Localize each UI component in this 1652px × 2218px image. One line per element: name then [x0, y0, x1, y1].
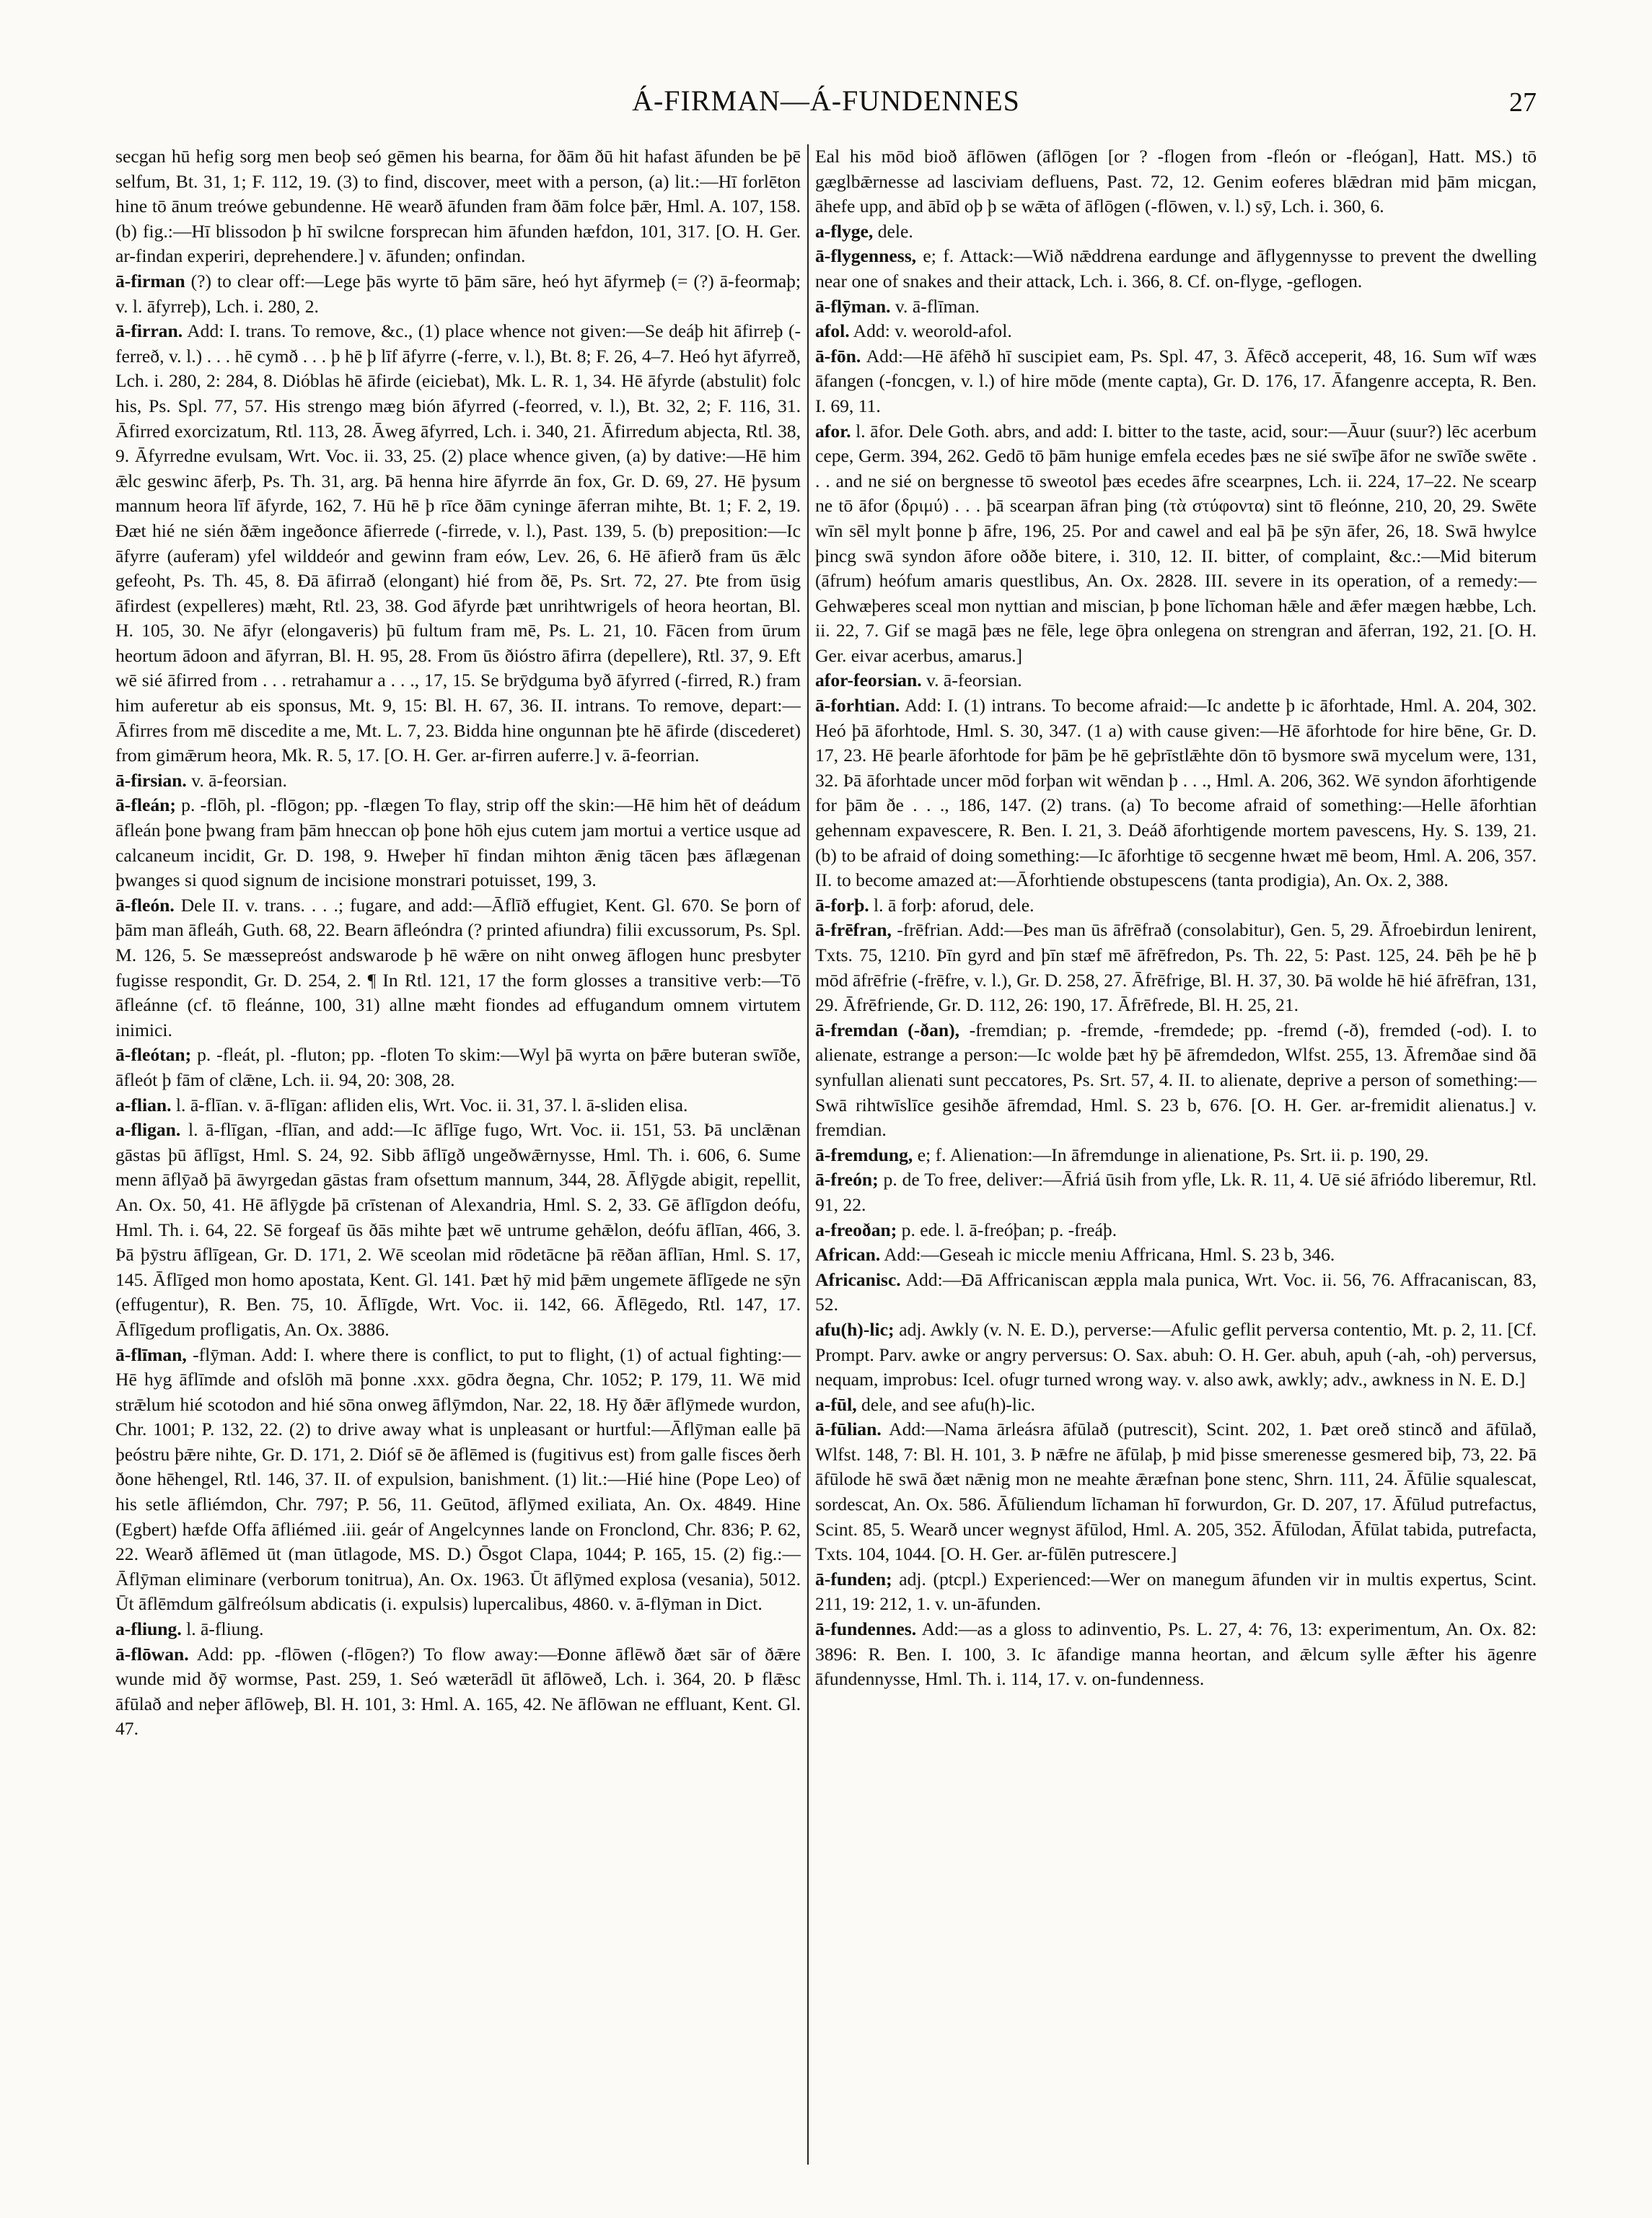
- dictionary-entry: [815, 1318, 1537, 1393]
- entry-text: Add:—Hē āfēhð hī suscipiet eam, Ps. Spl. 47, 3. Āfēcð acceperit, 48, 16. Sum wīf wæs āfangen (-foncgen, v. l.) of hire mōde (mente capta), Gr. D. 176, 17. Āfangenre accepta, R. Ben. I. 69, 11.: [815, 345, 1537, 416]
- entry-headword: a-flyge,: [815, 220, 874, 242]
- dictionary-entry: [815, 918, 1537, 1017]
- dictionary-entry: [815, 1167, 1537, 1217]
- entry-headword: ā-fundennes.: [815, 1618, 917, 1640]
- entry-headword: ā-flygenness,: [815, 245, 917, 267]
- entry-headword: African.: [815, 1244, 881, 1266]
- dictionary-entry: [815, 1268, 1537, 1318]
- entry-text: l. ā-fliung.: [186, 1618, 264, 1640]
- entry-headword: ā-firran.: [115, 320, 183, 342]
- entry-headword: afu(h)-lic;: [815, 1318, 895, 1340]
- entry-headword: ā-funden;: [815, 1568, 892, 1590]
- entry-headword: a-fliung.: [115, 1618, 182, 1640]
- entry-text: p. ede. l. ā-freóþan; p. -freáþ.: [901, 1219, 1117, 1240]
- entry-headword: ā-flōwan.: [115, 1643, 189, 1665]
- dictionary-entry: [115, 893, 801, 1043]
- dictionary-entry: [815, 1567, 1537, 1617]
- entry-text: e; f. Alienation:—In āfremdunge in alienatione, Ps. Srt. ii. p. 190, 29.: [917, 1144, 1429, 1165]
- entry-headword: ā-firsian.: [115, 769, 187, 791]
- dictionary-entry: [115, 1343, 801, 1618]
- dictionary-entry: [115, 319, 801, 768]
- entry-headword: ā-fremdung,: [815, 1144, 913, 1165]
- entry-text: (?) to clear off:—Lege þās wyrte tō þām sāre, heó hyt āfyrmeþ (= (?) ā-feormaþ; v. l. āfyrreþ), Lch. i. 280, 2.: [115, 270, 801, 317]
- entry-headword: afol.: [815, 320, 850, 342]
- entry-headword: afor.: [815, 420, 851, 442]
- page-header: [115, 84, 1537, 127]
- running-head: Á-FIRMAN—Á-FUNDENNES: [632, 84, 1020, 117]
- entry-headword: afor-feorsian.: [815, 670, 922, 691]
- entry-text: Add: I. trans. To remove, &c., (1) place whence not given:—Se deáþ hit āfirreþ (-ferreð, v. l.) . . . hē cymð . . . þ hē þ līf āfyrre (-ferre, v. l.), Bt. 8; F. 26, 4–7. Heó hyt āfyrreð, Lch. i. 280, 2: 284, 8. Dióblas hē āfirde (eiciebat), Mk. L. R. 1, 34. Hē āfyrde (abstulit) folc his, Ps. Spl. 77, 57. His strengo mæg bión āfyrred (-feorred, v. l.), Bt. 32, 2; F. 116, 31. Āfirred exorcizatum, Rtl. 113, 28. Āweg āfyrred, Lch. i. 340, 21. Āfirredum abjecta, Rtl. 38, 9. Āfyrredne evulsam, Wrt. Voc. ii. 33, 25. (2) place whence given, (a) by dative:—Hē him ǣlc geswinc āferþ, Ps. Th. 31, arg. Þā henna hire āfyrrde ān fox, Gr. D. 69, 27. Hē þysum mannum heora līf āfyrde, 162, 7. Hū hē þ rīce ðām cyninge āferran mihte, Bt. 1; F. 2, 19. Ðæt hié ne sién ðǣm ingeðonce āfierrede (-firrede, v. l.), Past. 139, 5. (b) preposition:—Ic āfyrre (auferam) yfel wilddeór and gewinn fram eów, Lev. 26, 6. Hē āfierð fram ūs ǣlc gefeoht, Ps. Th. 45, 8. Ðā āfirrað (elongant) hié from ðē, Ps. Srt. 72, 27. Þte from ūsig āfirdest (expelleres) mæht, Rtl. 23, 38. God āfyrde þæt unrihtwrigels of heora heortan, Bl. H. 105, 30. Ne āfyr (elongaveris) þū fultum fram mē, Ps. L. 21, 10. Fācen from ūrum heortum ādoon and āfyrran, Bl. H. 95, 28. From ūs ðióstro āfirra (depellere), Rtl. 37, 9. Eft wē sié āfirred from . . . retrahamur a . . ., 17, 15. Se brȳdguma byð āfyrred (-firred, R.) fram him auferetur ab eis sponsus, Mt. 9, 15: Bl. H. 67, 36. II. intrans. To remove, depart:—Āfirres from mē discedite a me, Mt. L. 7, 23. Bidda hine ongunnan þte hē āfirde (discederet) from gimǣrum heora, Mk. R. 5, 17. [O. H. Ger. ar-firren auferre.] v. ā-feorrian.: [115, 320, 801, 766]
- entry-headword: a-freoðan;: [815, 1219, 897, 1240]
- entry-text: p. de To free, deliver:—Āfriá ūsih from yfle, Lk. R. 11, 4. Uē sié āfriódo liberemur, Rtl. 91, 22.: [815, 1169, 1537, 1215]
- entry-text: Eal his mōd bioð āflōwen (āflōgen [or ? -flogen from -fleón or -fleógan], Hatt. MS.) tō gæglbǣrnesse ad lasciviam defluens, Past. 72, 12. Genim eoferes blǣdran mid þām micgan, āhefe upp, and ābīd oþ þ se wǣta of āflōgen (-flōwen, v. l.) sȳ, Lch. i. 360, 6.: [815, 146, 1537, 217]
- entry-text: -fremdian; p. -fremde, -fremdede; pp. -fremd (-ð), fremded (-od). I. to alienate, estrange a person:—Ic wolde þæt hȳ þē āfremdedon, Wlfst. 255, 13. Āfremðae sind ðā synfullan alienati sunt peccatores, Ps. Srt. 57, 4. II. to alienate, deprive a person of something:—Swā rihtwīslīce gesihðe āfremdad, Hml. S. 23 b, 676. [O. H. Ger. ar-fremidit alienatus.] v. fremdian.: [815, 1019, 1537, 1141]
- dictionary-entry: [815, 144, 1537, 219]
- entry-text: Add:—Geseah ic miccle meniu Affricana, Hml. S. 23 b, 346.: [884, 1244, 1335, 1266]
- entry-headword: ā-fōn.: [815, 345, 861, 367]
- entry-text: Add:—Nama ārleásra āfūlað (putrescit), Scint. 202, 1. Þæt oreð stincð and āfūlað, Wlfst. 148, 7: Bl. H. 101, 3. Þ nǣfre ne āfūlaþ, þ mid þisse smerenesse gesmered biþ, 73, 22. Þā āfūlode hē swā ðæt nǣnig mon ne meahte ǣræfnan þone stenc, Shrn. 111, 24. Āfūlie squalescat, sordescat, An. Ox. 586. Āfūliendum līchaman hī forwurdon, Gr. D. 207, 17. Āfūlud putrefactus, Scint. 85, 5. Wearð uncer wegnyst āfūlod, Hml. A. 205, 352. Āfūlodan, Āfūlat tabida, putrefacta, Txts. 104, 1044. [O. H. Ger. ar-fūlēn putrescere.]: [815, 1419, 1537, 1565]
- dictionary-entry: [815, 344, 1537, 419]
- dictionary-entry: [115, 768, 801, 794]
- entry-headword: ā-frēfran,: [815, 919, 892, 941]
- dictionary-entry: [815, 893, 1537, 919]
- entry-text: Add: pp. -flōwen (-flōgen?) To flow away:—Ðonne āflēwð ðæt sār of ðǣre wunde mid ðȳ wormse, Past. 259, 1. Seó wæterādl ūt āflōweð, Lch. i. 364, 20. Þ flǣsc āfūlað and neþer āflōweþ, Bl. H. 101, 3: Hml. A. 165, 42. Ne āflōwan ne effluant, Kent. Gl. 47.: [115, 1643, 801, 1740]
- entry-text: Add: I. (1) intrans. To become afraid:—Ic andette þ ic āforhtade, Hml. A. 204, 302. Heó þā āforhtode, Hml. S. 30, 347. (1 a) with cause given:—Hē āforhtode for hire bēne, Gr. D. 17, 23. Hē þearle āforhtode for þām þe hē geþrīstlǣhte dōn tō bysmore swā mycelum were, 131, 32. Þā āforhtade uncer mōd forþan wit wēndan þ . . ., Hml. A. 206, 362. Wē syndon āforhtigende for þām ðe . . ., 186, 147. (2) trans. (a) To become afraid of something:—Helle āforhtian gehennam expavescere, R. Ben. I. 21, 3. Deáð āforhtigende mortem pavescens, Hy. S. 139, 21. (b) to be afraid of doing something:—Ic āforhtige tō secgenne hwæt mē beom, Hml. A. 206, 357. II. to become amazed at:—Āforhtiende obstupescens (tanta prodigia), An. Ox. 2, 388.: [815, 695, 1537, 891]
- entry-text: dele.: [877, 220, 913, 242]
- right-column: [815, 144, 1537, 2208]
- dictionary-entry: [815, 1417, 1537, 1567]
- entry-text: adj. Awkly (v. N. E. D.), perverse:—Afulic geflit perversa contentio, Mt. p. 2, 11. [Cf. Prompt. Parv. awke or angry perversus: O. Sax. abuh: O. H. Ger. abuh, apuh (-ah, -oh) perversus, nequam, improbus: Icel. ofugr turned wrong way. v. also awk, awkly; adv., awkness in N. E. D.]: [815, 1318, 1537, 1390]
- entry-text: e; f. Attack:—Wið nǣddrena eardunge and āflygennysse to prevent the dwelling near one of snakes and their attack, Lch. i. 366, 8. Cf. on-flyge, -geflogen.: [815, 245, 1537, 292]
- dictionary-entry: [815, 1617, 1537, 1692]
- dictionary-entry: [815, 244, 1537, 294]
- entry-text: p. -flōh, pl. -flōgon; pp. -flægen To flay, strip off the skin:—Hē him hēt of deádum āfleán þone þwang fram þām hneccan oþ þone hōh ejus cutem jam mortui a vertice usque ad calcaneum incidit, Gr. D. 198, 9. Hweþer hī findan mihton ǣnig tācen þæs āflægenan þwanges si quod signum de incisione monstrari potuisset, 199, 3.: [115, 794, 801, 891]
- entry-text: -frēfrian. Add:—Þes man ūs āfrēfrað (consolabitur), Gen. 5, 29. Āfroebirdun lenirent, Txts. 75, 1210. Þīn gyrd and þīn stæf mē āfrēfredon, Ps. Th. 22, 5: Past. 125, 24. Þēh þe hē þ mōd āfrēfrie (-frēfre, v. l.), Gr. D. 258, 27. Āfrēfrige, Bl. H. 37, 30. Þā wolde hē hié āfrēfran, 131, 29. Āfrēfriende, Gr. D. 112, 26: 190, 17. Āfrēfrede, Bl. H. 25, 21.: [815, 919, 1537, 1016]
- dictionary-entry: [115, 793, 801, 893]
- entry-text: p. -fleát, pl. -fluton; pp. -floten To skim:—Wyl þā wyrta on þǣre buteran swīðe, āfleót þ fām of clǣne, Lch. ii. 94, 20: 308, 28.: [115, 1044, 801, 1090]
- entry-headword: ā-freón;: [815, 1169, 879, 1191]
- dictionary-entry: [815, 1242, 1537, 1268]
- dictionary-entry: [815, 294, 1537, 320]
- dictionary-entry: [115, 1642, 801, 1742]
- dictionary-entry: [115, 144, 801, 269]
- dictionary-entry: [815, 668, 1537, 693]
- entry-text: l. āfor. Dele Goth. abrs, and add: I. bitter to the taste, acid, sour:—Āuur (suur?) lēc acerbum cepe, Germ. 394, 262. Gedō tō þām hunige emfela ecedes þæs ne sié swīþe āfor ne swīðe swēte . . . and ne sié on bergnesse tō sweotol þæs ecedes āfre scearpnes, Lch. ii. 224, 17–22. Ne scearp ne tō āfor (δριμύ) . . . þā scearpan āfran þing (τὰ στύφοντα) sint tō fleónne, 210, 20, 29. Swēte wīn sēl mylt þonne þ āfre, 196, 25. Por and cawel and eal þā þe sȳn āfer, 26, 18. Swā hwylce þincg swā syndon āfore oððe bitere, i. 310, 12. II. bitter, of complaint, &c.:—Mid biterum (āfrum) heófum amaris questlibus, An. Ox. 2828. III. severe in its operation, of a remedy:—Gehwæþeres sceal mon nyttian and miscian, þ þone līchoman hǣle and ǣfer mægen hæbbe, Lch. ii. 22, 7. Gif se magā þæs ne fēle, lege ōþra onlegena on strengran and āferran, 192, 21. [O. H. Ger. eivar acerbus, amarus.]: [815, 420, 1537, 666]
- entry-headword: ā-fleótan;: [115, 1044, 192, 1066]
- entry-text: v. ā-feorsian.: [926, 670, 1022, 691]
- entry-text: v. ā-feorsian.: [191, 769, 287, 791]
- dictionary-entry: [115, 1118, 801, 1342]
- entry-text: Add:—Ðā Affricaniscan æppla mala punica, Wrt. Voc. ii. 56, 76. Affracaniscan, 83, 52.: [815, 1268, 1537, 1315]
- entry-text: l. ā-flīan. v. ā-flīgan: afliden elis, Wrt. Voc. ii. 31, 37. l. ā-sliden elisa.: [175, 1094, 688, 1115]
- dictionary-entry: [815, 1143, 1537, 1168]
- entry-headword: ā-forþ.: [815, 894, 869, 916]
- entry-headword: ā-forhtian.: [815, 695, 900, 716]
- entry-headword: ā-flīman,: [115, 1343, 187, 1365]
- dictionary-entry: [815, 693, 1537, 893]
- entry-text: secgan hū hefig sorg men beoþ seó gēmen his bearna, for ðām ðū hit hafast āfunden be þē selfum, Bt. 31, 1; F. 112, 19. (3) to find, discover, meet with a person, (a) lit.:—Hī forlēton hine tō ānum treówe gebundenne. Hē wearð āfunden fram ðām folce þǣr, Hml. A. 107, 158. (b) fig.:—Hī blissodon þ hī swilcne forsprecan him āfunden hæfdon, 101, 317. [O. H. Ger. ar-findan experiri, deprehendere.] v. āfunden; onfindan.: [115, 146, 801, 267]
- dictionary-entry: [115, 269, 801, 319]
- entry-text: l. ā forþ: aforud, dele.: [874, 894, 1034, 916]
- page-number: 27: [1509, 87, 1537, 118]
- entry-text: Add: v. weorold-afol.: [853, 320, 1012, 342]
- entry-headword: a-fūl,: [815, 1393, 857, 1415]
- entry-text: l. ā-flīgan, -flīan, and add:—Ic āflīge fugo, Wrt. Voc. ii. 151, 53. Þā unclǣnan gāstas þū āflīgst, Hml. S. 24, 92. Sibb āflīgð ungeðwǣrnysse, Hml. Th. i. 606, 6. Sume menn āflȳað þā āwyrgedan gāstas fram ofsettum mannum, 344, 28. Āflȳgde abigit, repellit, An. Ox. 50, 41. Hē āflȳgde þā crīstenan of Alexandria, Hml. S. 2, 33. Gē āflīgdon deófu, Hml. Th. i. 64, 22. Sē forgeaf ūs ðās mihte þæt wē untrume gehǣlon, deófu āflīan, 466, 3. Þā þȳstru āflīgean, Gr. D. 171, 2. Wē sceolan mid rōdetācne þā rēðan āflīan, Hml. S. 17, 145. Āflīged mon homo apostata, Kent. Gl. 141. Þæt hȳ mid þǣm ungemete āflīgede ne sȳn (effugentur), R. Ben. 75, 10. Āflīgde, Wrt. Voc. ii. 142, 66. Āflēgedo, Rtl. 147, 17. Āflīgedum profligatis, An. Ox. 3886.: [115, 1119, 801, 1340]
- dictionary-entry: [115, 1617, 801, 1642]
- dictionary-entry: [815, 1393, 1537, 1418]
- entry-headword: ā-fremdan (-ðan),: [815, 1019, 960, 1040]
- entry-headword: ā-flȳman.: [815, 295, 891, 317]
- entry-headword: ā-fleón.: [115, 894, 175, 916]
- entry-headword: ā-fleán;: [115, 794, 176, 816]
- entry-headword: ā-fūlian.: [815, 1419, 882, 1440]
- entry-headword: a-flian.: [115, 1094, 172, 1115]
- dictionary-entry: [815, 319, 1537, 344]
- dictionary-entry: [115, 1093, 801, 1118]
- entry-text: dele, and see afu(h)-lic.: [861, 1393, 1035, 1415]
- column-divider: [807, 144, 809, 2165]
- entry-headword: ā-firman: [115, 270, 185, 292]
- dictionary-entry: [815, 419, 1537, 669]
- entry-text: v. ā-flīman.: [895, 295, 980, 317]
- entry-headword: Africanisc.: [815, 1268, 901, 1290]
- entry-text: Dele II. v. trans. . . .; fugare, and add:—Āflīð effugiet, Kent. Gl. 670. Se þorn of þām man āfleáh, Guth. 68, 22. Bearn āfleóndra (? printed afiundra) filii excussorum, Ps. Spl. M. 126, 5. Se mæssepreóst andswarode þ hē wǣre on niht onweg āflogen hunc presbyter fugisse respondit, Gr. D. 254, 2. ¶ In Rtl. 121, 17 the form glosses a transitive verb:—Tō āfleánne (cf. tō fleánne, 100, 31) allne mæht fiondes ad effugandum omnem virtutem inimici.: [115, 894, 801, 1040]
- entry-text: -flȳman. Add: I. where there is conflict, to put to flight, (1) of actual fighting:—Hē hyg āflīmde and ofslōh mā þonne .xxx. gōdra ðegna, Chr. 1052; P. 179, 11. Wē mid strǣlum hié scotodon and hié sōna onweg āflȳmdon, Nar. 22, 18. Hȳ ðǣr āflȳmede wurdon, Chr. 1001; P. 132, 22. (2) to drive away what is unpleasant or hurtful:—Āflȳman ealle þā þeóstru þǣre nihte, Gr. D. 171, 2. Dióf sē ðe āflēmed is (fugitivus est) from galle fisces ðerh ðone hēhengel, Rtl. 146, 37. II. of expulsion, banishment. (1) lit.:—Hié hine (Pope Leo) of his setle āfliémdon, Chr. 797; P. 56, 11. Geūtod, āflȳmed exiliata, An. Ox. 4849. Hine (Egbert) hæfde Offa āfliémed .iii. geár of Angelcynnes lande on Fronclond, Chr. 836; P. 62, 22. Wearð āflēmed ūt (man ūtlagode, MS. D.) Ōsgot Clapa, 1044; P. 165, 15. (2) fig.:—Āflȳman eliminare (verborum tonitrua), An. Ox. 1963. Ūt āflȳmed explosa (vesania), 5012. Ūt āflēmdum gālfreólsum abdicatis (i. expulsis) lupercalibus, 4860. v. ā-flȳman in Dict.: [115, 1343, 801, 1615]
- dictionary-entry: [115, 1043, 801, 1092]
- entry-text: Add:—as a gloss to adinventio, Ps. L. 27, 4: 76, 13: experimentum, An. Ox. 82: 3896: R. Ben. I. 100, 3. Ic āfandige manna heortan, and ǣlcum sylle ǣfter his āgenre āfundennysse, Hml. Th. i. 114, 17. v. on-fundenness.: [815, 1618, 1537, 1690]
- dictionary-entry: [815, 1018, 1537, 1143]
- entry-headword: a-fligan.: [115, 1119, 181, 1141]
- dictionary-entry: [815, 1218, 1537, 1243]
- left-column: [115, 144, 801, 2208]
- entry-text: adj. (ptcpl.) Experienced:—Wer on manegum āfunden vir in multis expertus, Scint. 211, 19: 212, 1. v. un-āfunden.: [815, 1568, 1537, 1615]
- dictionary-entry: [815, 219, 1537, 245]
